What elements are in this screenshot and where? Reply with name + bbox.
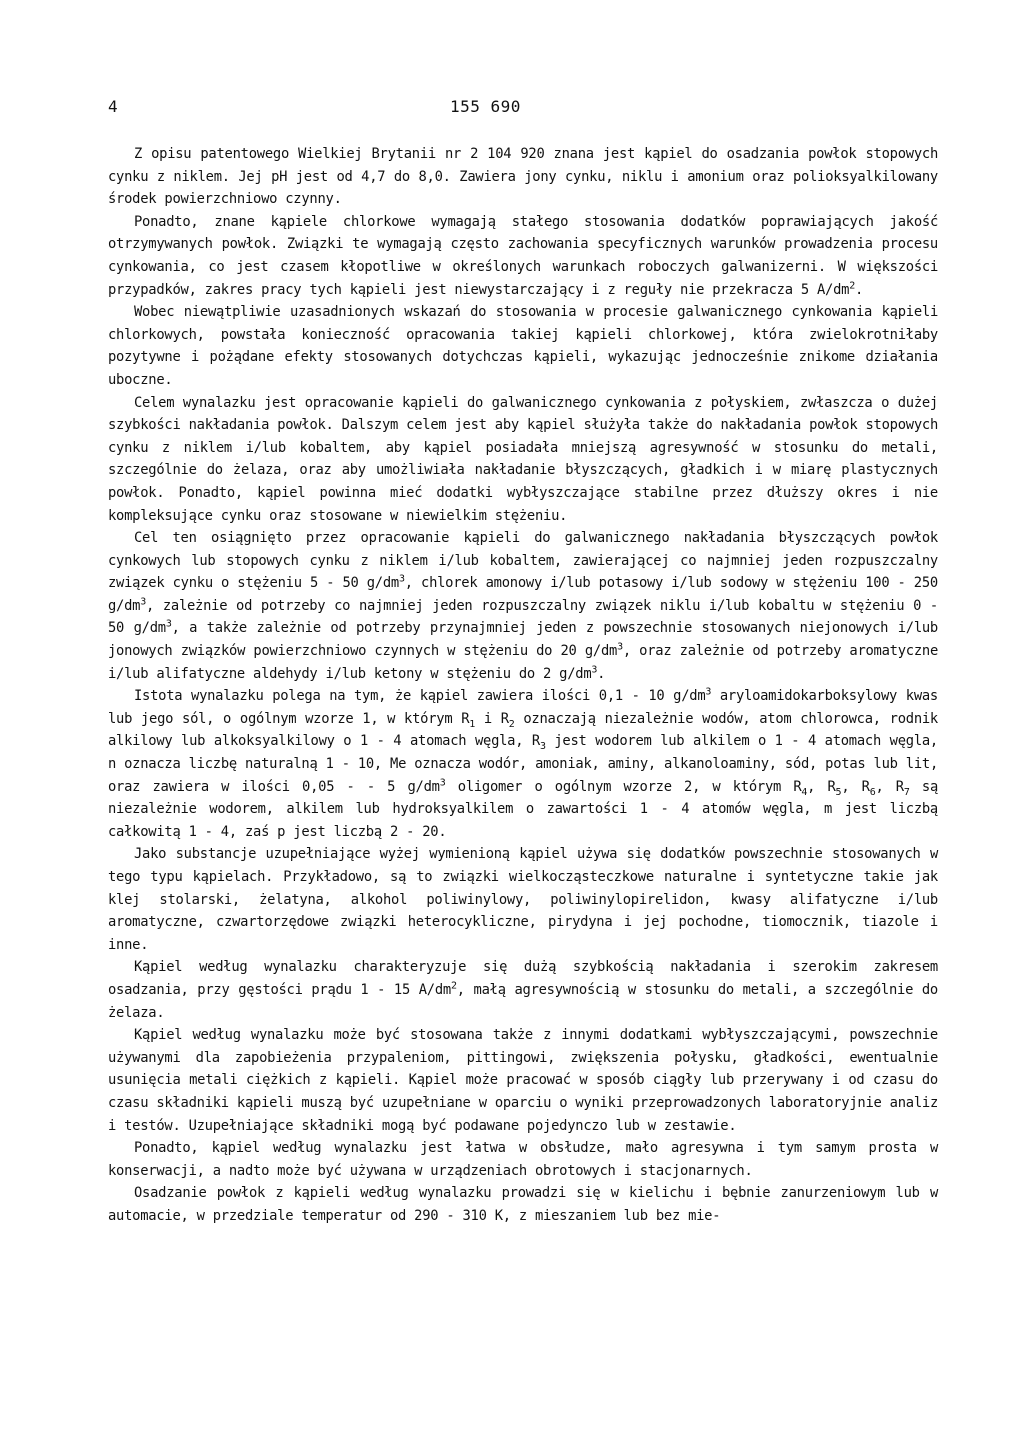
paragraph: Wobec niewątpliwie uzasadnionych wskazań do stosowania w procesie galwanicznego cynkowania kąpieli chlorkowych, powstała konieczność opracowania takiej kąpieli chlorkowej, która zwielokrotniłaby pozytywne i pożądane efekty stosowanych dotychczas kąpieli, wykazując jednocześnie znikome działania uboczne. bbox=[108, 304, 938, 388]
paragraph: Kąpiel według wynalazku charakteryzuje się dużą szybkością nakładania i szerokim zakresem osadzania, przy gęstości prądu 1 - 15 $A/dm^2$, małą agresywnością w stosunku do metali, a szczególnie do żelaza. bbox=[108, 959, 938, 1021]
paragraph: Jako substancje uzupełniające wyżej wymienioną kąpiel używa się dodatków powszechnie stosowanych w tego typu kąpielach. Przykładowo, są to związki wielkocząsteczkowe naturalne i syntetyczne takie jak klej stolarski, żelatyna, alkohol poliwinylowy, poliwinylopirelidon, kwasy alifatyczne i/lub aromatyczne, czwartorzędowe związki heterocykliczne, pirydyna i jej pochodne, tiomocznik, tiazole i inne. bbox=[108, 846, 938, 953]
page-header bbox=[0, 97, 1024, 121]
paragraph: Kąpiel według wynalazku może być stosowana także z innymi dodatkami wybłyszczającymi, powszechnie używanymi dla zapobieżenia przypaleniom, pittingowi, zwiększenia połysku, gładkości, ewentualnie usunięcia metali ciężkich z kąpieli. Kąpiel może pracować w sposób ciągły lub przerywany i od czasu do czasu składniki kąpieli muszą być uzupełniane w oparciu o wyniki przeprowadzonych laboratoryjnie analiz i testów. Uzupełniające składniki mogą być podawane pojedynczo lub w zestawie. bbox=[108, 1027, 938, 1134]
paragraph: Ponadto, znane kąpiele chlorkowe wymagają stałego stosowania dodatków poprawiających jakość otrzymywanych powłok. Związki te wymagają często zachowania specyficznych warunków prowadzenia procesu cynkowania, co jest czasem kłopotliwe w określonych warunkach roboczych galwanizerni. W większości przypadków, zakres pracy tych kąpieli jest niewystarczający i z reguły nie przekracza 5 $A/dm^2$. bbox=[108, 213, 938, 298]
patent-number: 155 690 bbox=[450, 97, 521, 116]
paragraph: Osadzanie powłok z kąpieli według wynalazku prowadzi się w kielichu i bębnie zanurzeniowym lub w automacie, w przedziale temperatur od 290 - 310 K, z mieszaniem lub bez mie- bbox=[108, 1185, 938, 1224]
paragraph: Cel ten osiągnięto przez opracowanie kąpieli do galwanicznego nakładania błyszczących powłok cynkowych lub stopowych cynku z niklem i/lub kobaltem, zawierającej co najmniej jeden rozpuszczalny związek cynku o stężeniu 5 - 50 $g/dm^3$, chlorek amonowy i/lub potasowy i/lub sodowy w stężeniu 100 - 250 $g/dm^3$, zależnie od potrzeby co najmniej jeden rozpuszczalny związek niklu i/lub kobaltu w stężeniu 0 - 50 $g/dm^3$, a także zależnie od potrzeby przynajmniej jeden z powszechnie stosowanych niejonowych i/lub jonowych związków powierzchniowo czynnych w stężeniu do 20 $g/dm^3$, oraz zależnie od potrzeby aromatyczne i/lub alifatyczne aldehydy i/lub ketony w stężeniu do 2 $g/dm^3$. bbox=[108, 530, 939, 682]
paragraph: Istota wynalazku polega na tym, że kąpiel zawiera ilości 0,1 - 10 $g/dm^3$ aryloamidokarboksylowy kwas lub jego sól, o ogólnym wzorze 1, w którym $R_1$ i $R_2$ oznaczają niezależnie wodów, atom chlorowca, rodnik alkilowy lub alkoksyalkilowy o 1 - 4 atomach węgla, $R_3$ jest wodorem lub alkilem o 1 - 4 atomach węgla, n oznacza liczbę naturalną 1 - 10, Me oznacza wodór, amoniak, aminy, alkanoloaminy, sód, potas lub lit, oraz zawiera w ilości 0,05 - - 5 $g/dm^3$ oligomer o ogólnym wzorze 2, w którym $R_4$, $R_5$, $R_6$, $R_7$ są niezależnie wodorem, alkilem lub hydroksyalkilem o zawartości 1 - 4 atomów węgla, m jest liczbą całkowitą 1 - 4, zaś p jest liczbą 2 - 20. bbox=[108, 686, 939, 840]
paragraph: Z opisu patentowego Wielkiej Brytanii nr 2 104 920 znana jest kąpiel do osadzania powłok stopowych cynku z niklem. Jej pH jest od 4,7 do 8,0. Zawiera jony cynku, niklu i amonium oraz polioksyalkilowany środek powierzchniowo czynny. bbox=[108, 146, 938, 208]
paragraph: Celem wynalazku jest opracowanie kąpieli do galwanicznego cynkowania z połyskiem, zwłaszcza o dużej szybkości nakładania powłok. Dalszym celem jest aby kąpiel służyła także do nakładania powłok stopowych cynku z niklem i/lub kobaltem, aby kąpiel posiadała mniejszą agresywność w stosunku do metali, szczególnie do żelaza, oraz aby umożliwiała nakładanie błyszczących, gładkich i w miarę plastycznych powłok. Ponadto, kąpiel powinna mieć dodatki wybłyszczające stabilne przez dłuższy okres i nie kompleksujące cynku oraz stosowane w niewielkim stężeniu. bbox=[108, 394, 938, 524]
body-text bbox=[108, 143, 938, 1228]
paragraph: Ponadto, kąpiel według wynalazku jest łatwa w obsłudze, mało agresywna i tym samym prosta w konserwacji, a nadto może być używana w urządzeniach obrotowych i stacjonarnych. bbox=[108, 1140, 938, 1179]
page-number: 4 bbox=[108, 97, 118, 116]
